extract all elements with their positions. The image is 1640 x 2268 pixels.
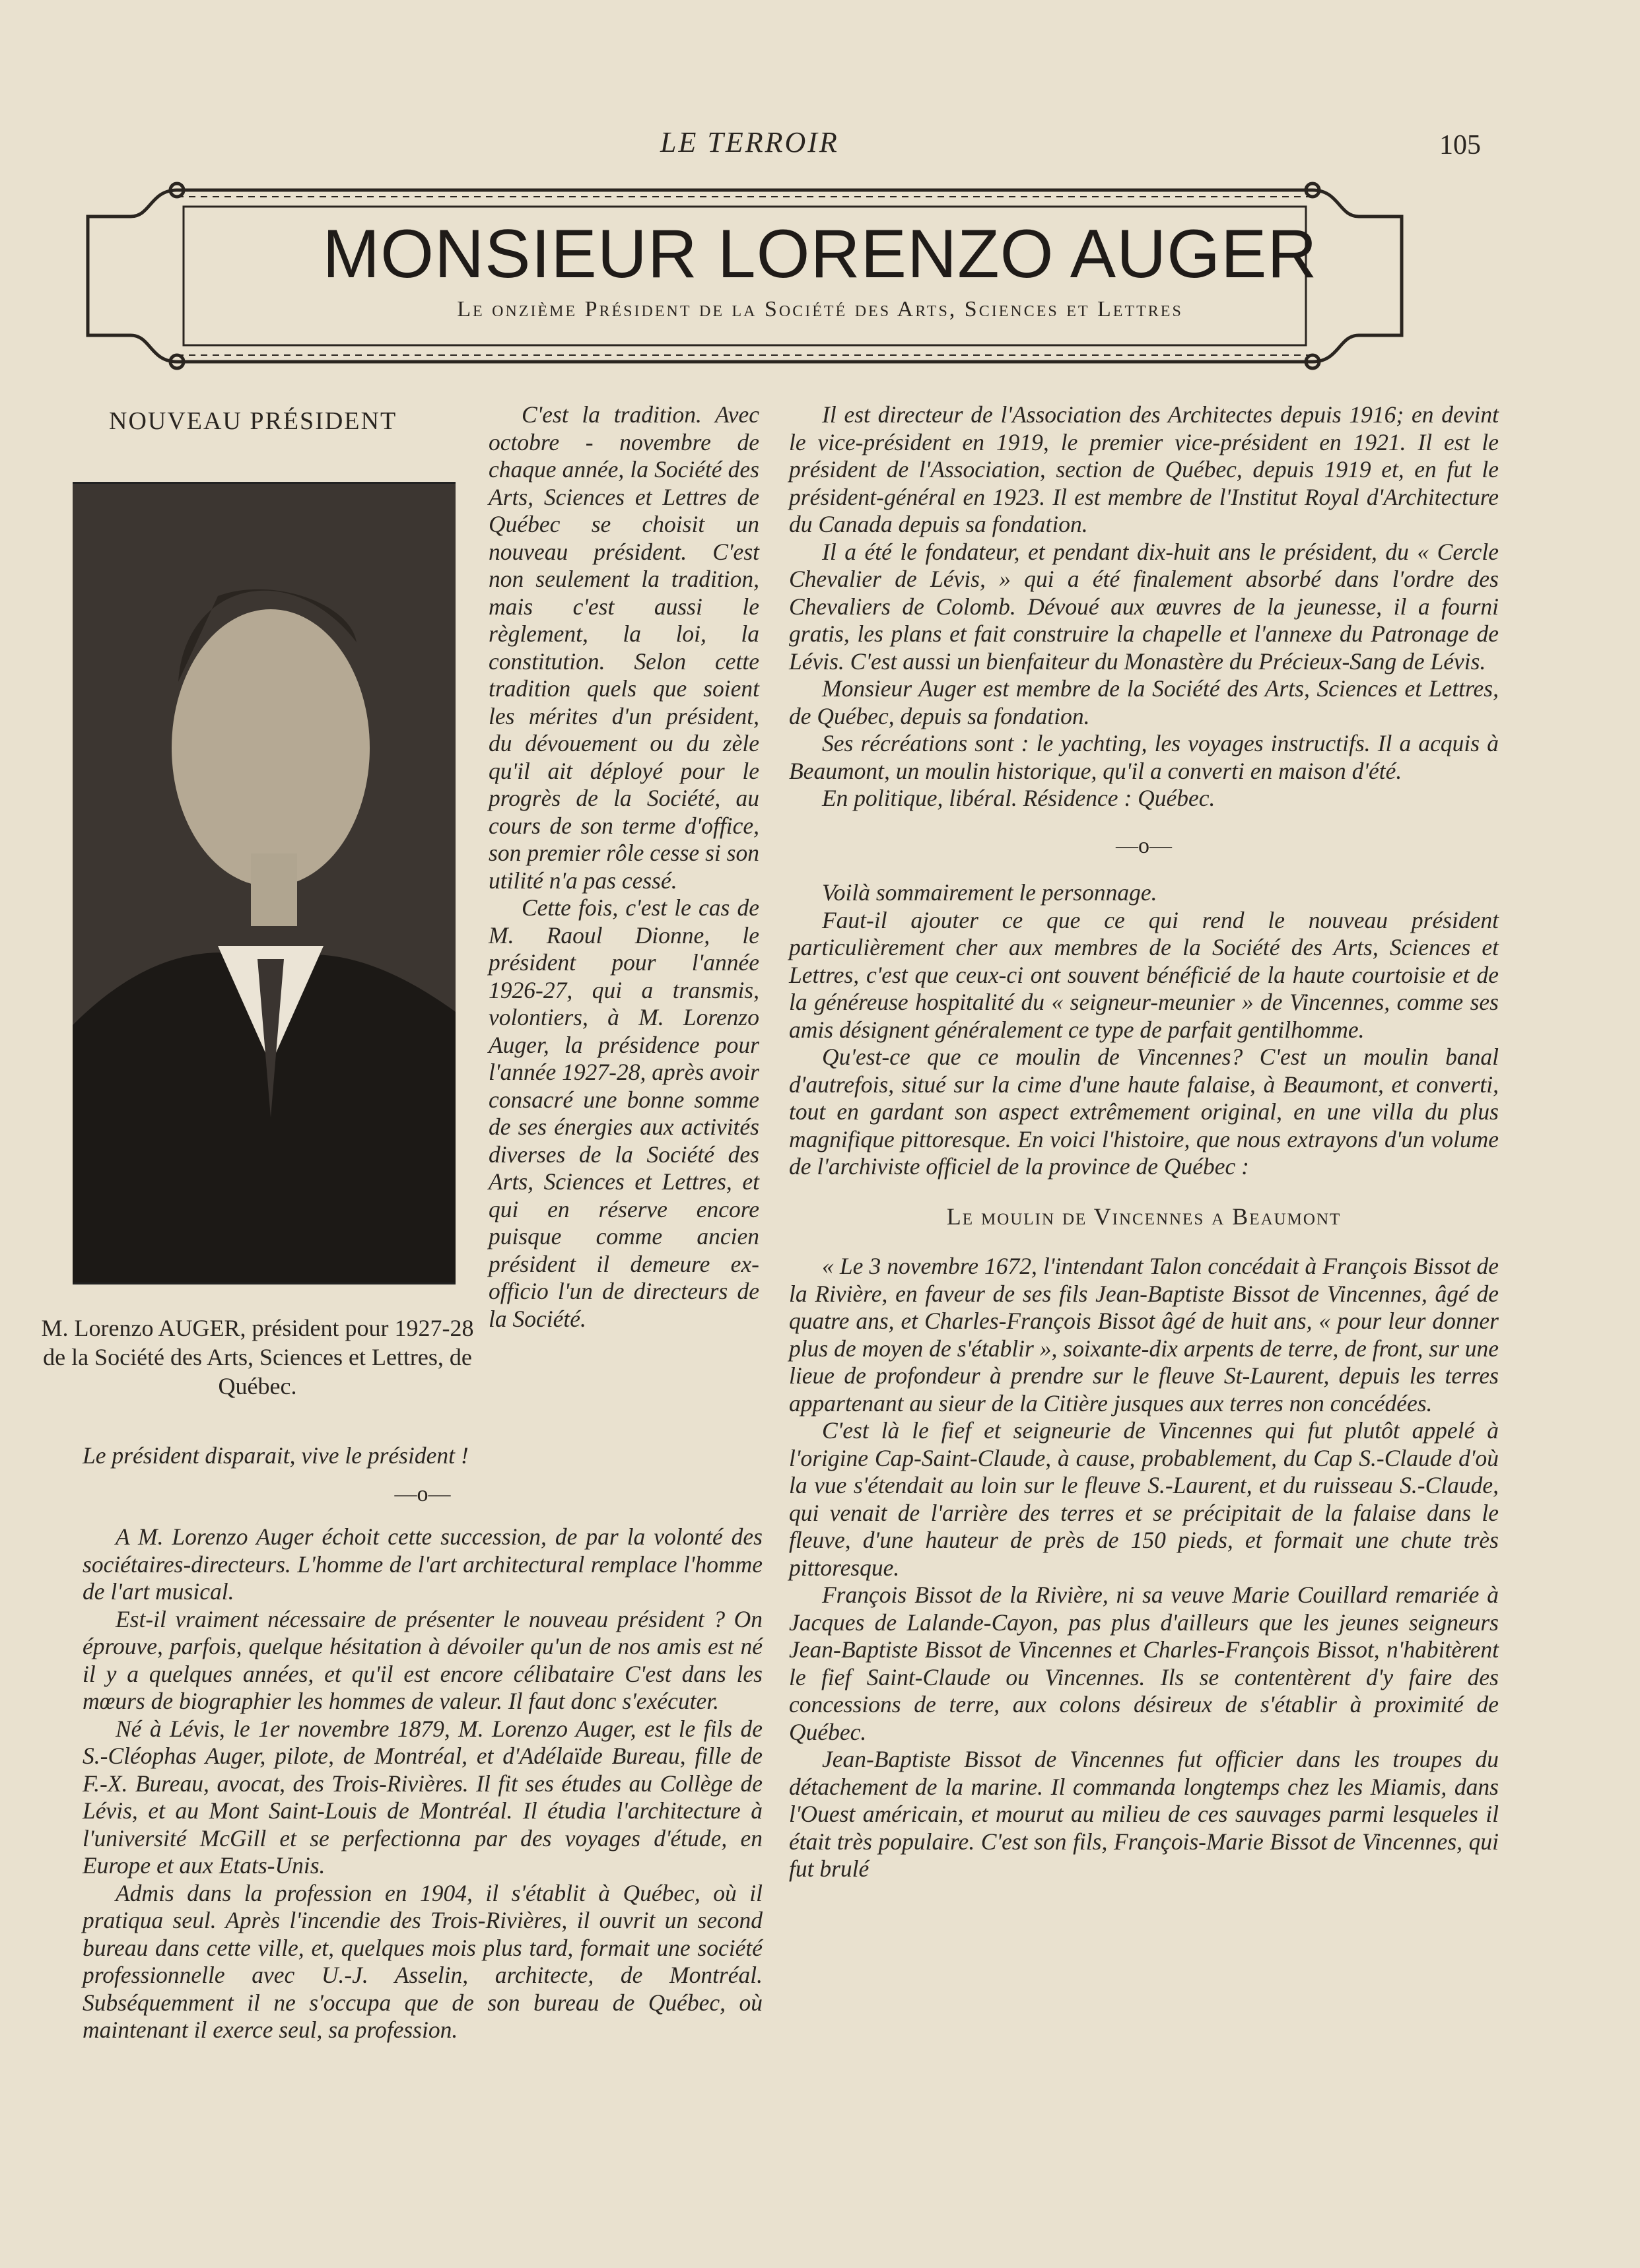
closing-line: Le président disparait, vive le président ! — [83, 1442, 469, 1469]
section-heading: NOUVEAU PRÉSIDENT — [109, 407, 397, 435]
paragraph: Jean-Baptiste Bissot de Vincennes fut officier dans les troupes du détachement de la marine. Il commanda longtemps chez les Miamis, dans l'Ouest américain, et mourut au milieu de ces sauvages parmi lesqueles il était très populaire. C'est son fils, François-Marie Bissot de Vincennes, qui fut brulé — [789, 1746, 1499, 1882]
paragraph: C'est la tradition. Avec octobre - novembre de chaque année, la Société des Arts, Sciences et Lettres de Québec se choisit un nouveau président. C'est non seulement la tradition, mais c'est aussi le règlement, la loi, la constitution. Selon cette tradition quels que soient les mérites d'un président, du dévouement ou du zèle qu'il ait déployé pour le progrès de la Société, au cours de son terme d'office, son premier rôle cesse si son utilité n'a pas cessé. — [489, 401, 759, 894]
separator: —o— — [394, 1481, 451, 1506]
paragraph: C'est là le fief et seigneurie de Vincennes qui fut plutôt appelé à l'origine Cap-Saint-Claude, à cause, probablement, du Cap S.-Claude d'où la vue s'étendait au loin sur le fleuve S.-Laurent, et du ruisseau S.-Claude, qui venait de l'arrière des terres et se précipitait de la falaise dans le fleuve, d'une hauteur de près de 150 pieds, et formait une chute très pittoresque. — [789, 1417, 1499, 1581]
paragraph: « Le 3 novembre 1672, l'intendant Talon concédait à François Bissot de la Rivière, en faveur de ses fils Jean-Baptiste Bissot de Vincennes, âgé de quatre ans, et Charles-François Bissot âgé de huit ans, « pour leur donner plus de moyen de s'établir », soixante-dix arpents de terre, de front, sur une lieue de profondeur à prendre sur le fleuve St-Laurent, depuis les terres appartenant au sieur de la Citière jusques aux terres non concédées. — [789, 1253, 1499, 1417]
right-column — [789, 401, 1499, 1883]
paragraph: Voilà sommairement le personnage. — [822, 879, 1157, 906]
paragraph: Il est directeur de l'Association des Architectes depuis 1916; en devint le vice-président en 1919, le premier vice-président en 1921. Il est le président de l'Association, section de Québec, depuis 1919 et, en fut le président-général en 1923. Il est membre de l'Institut Royal d'Architecture du Canada depuis sa fondation. — [789, 401, 1499, 537]
paragraph: Né à Lévis, le 1er novembre 1879, M. Lorenzo Auger, est le fils de S.-Cléophas Auger, pilote, de Montréal, et d'Adélaïde Bureau, fille de F.-X. Bureau, avocat, des Trois-Rivières. Il fit ses études au Collège de Lévis, et au Mont Saint-Louis de Montréal. Il étudia l'architecture à l'université McGill et se perfectionna par des voyages d'étude, en Europe et aux Etats-Unis. — [83, 1715, 763, 1879]
paragraph: François Bissot de la Rivière, ni sa veuve Marie Couillard remariée à Jacques de Lalande-Cayon, pas plus d'ailleurs que les jeunes seigneurs Jean-Baptiste Bissot de Vincennes et Charles-François Bissot, n'habitèrent le fief Saint-Claude ou Vincennes. Ils se contentèrent d'y faire des concessions de terre, aux colons désireux de s'établir à proximité de Québec. — [789, 1582, 1499, 1745]
paragraph: Ses récréations sont : le yachting, les voyages instructifs. Il a acquis à Beaumont, un moulin historique, qu'il a converti en maison d'été. — [789, 730, 1499, 784]
separator: —o— — [1116, 833, 1172, 858]
section2-heading: Le moulin de Vincennes a Beaumont — [946, 1203, 1342, 1230]
narrow-column — [489, 401, 759, 1333]
paragraph: Admis dans la profession en 1904, il s'établit à Québec, où il pratiqua seul. Après l'incendie des Trois-Rivières, il ouvrit un second bureau dans cette ville, et, quelques mois plus tard, formait une société professionnelle avec U.-J. Asselin, architecte, de Montréal. Subséquemment il ne s'occupa que de son bureau de Québec, où maintenant il exerce seul, sa profession. — [83, 1879, 763, 2043]
paragraph: Cette fois, c'est le cas de M. Raoul Dionne, le président pour l'année 1926-27, qui a transmis, volontiers, à M. Lorenzo Auger, la présidence pour l'année 1927-28, après avoir consacré une bonne somme de ses énergies aux activités diverses de la Société des Arts, Sciences et Lettres, et qui en réserve encore puisque comme ancien président il demeure ex-officio l'un de directeurs de la Société. — [489, 894, 759, 1332]
page-number: 105 — [1439, 130, 1481, 160]
photo-caption: M. Lorenzo AUGER, président pour 1927-28 de la Société des Arts, Sciences et Lettres, de Québec. — [41, 1315, 474, 1399]
portrait-photo — [73, 482, 456, 1284]
paragraph: Faut-il ajouter ce que ce qui rend le nouveau président particulièrement cher aux membres de la Société des Arts, Sciences et Lettres, c'est que ceux-ci ont souvent bénéficié de la haute courtoisie et de la généreuse hospitalité du « seigneur-meunier » de Vincennes, comme ses amis désignent généralement ce type de parfait gentilhomme. — [789, 906, 1499, 1043]
journal-title: LE TERROIR — [660, 126, 839, 158]
paragraph: En politique, libéral. Résidence : Québec. — [822, 785, 1215, 811]
paragraph: A M. Lorenzo Auger échoit cette succession, de par la volonté des sociétaires-directeurs. L'homme de l'art architectural remplace l'homme de l'art musical. — [83, 1523, 763, 1605]
paragraph: Il a été le fondateur, et pendant dix-huit ans le président, du « Cercle Chevalier de Lévis, » qui a été finalement absorbé dans l'ordre des Chevaliers de Colomb. Dévoué aux œuvres de la jeunesse, il a fourni gratis, les plans et fait construire la chapelle et l'annexe du Patronage de Lévis. C'est aussi un bienfaiteur du Monastère du Précieux-Sang de Lévis. — [789, 538, 1499, 675]
article-title: MONSIEUR LORENZO AUGER — [322, 216, 1318, 292]
left-bottom-column — [83, 1442, 763, 2044]
paragraph: Est-il vraiment nécessaire de présenter le nouveau président ? On éprouve, parfois, quelque hésitation à dévoiler qu'un de nos amis est né il y a quelques années, et qu'il est encore célibataire C'est dans les mœurs de biographier les hommes de valeur. Il faut donc s'exécuter. — [83, 1605, 763, 1714]
article-subtitle: Le onzième Président de la Société des Arts, Sciences et Lettres — [457, 297, 1183, 321]
paragraph: Monsieur Auger est membre de la Société des Arts, Sciences et Lettres, de Québec, depuis sa fondation. — [789, 675, 1499, 729]
paragraph: Qu'est-ce que ce moulin de Vincennes? C'est un moulin banal d'autrefois, situé sur la cime d'une haute falaise, à Beaumont, et converti, tout en gardant son aspect extrêmement original, en une villa du plus magnifique pittoresque. En voici l'histoire, que nous extrayons d'un volume de l'archiviste officiel de la province de Québec : — [789, 1044, 1499, 1180]
